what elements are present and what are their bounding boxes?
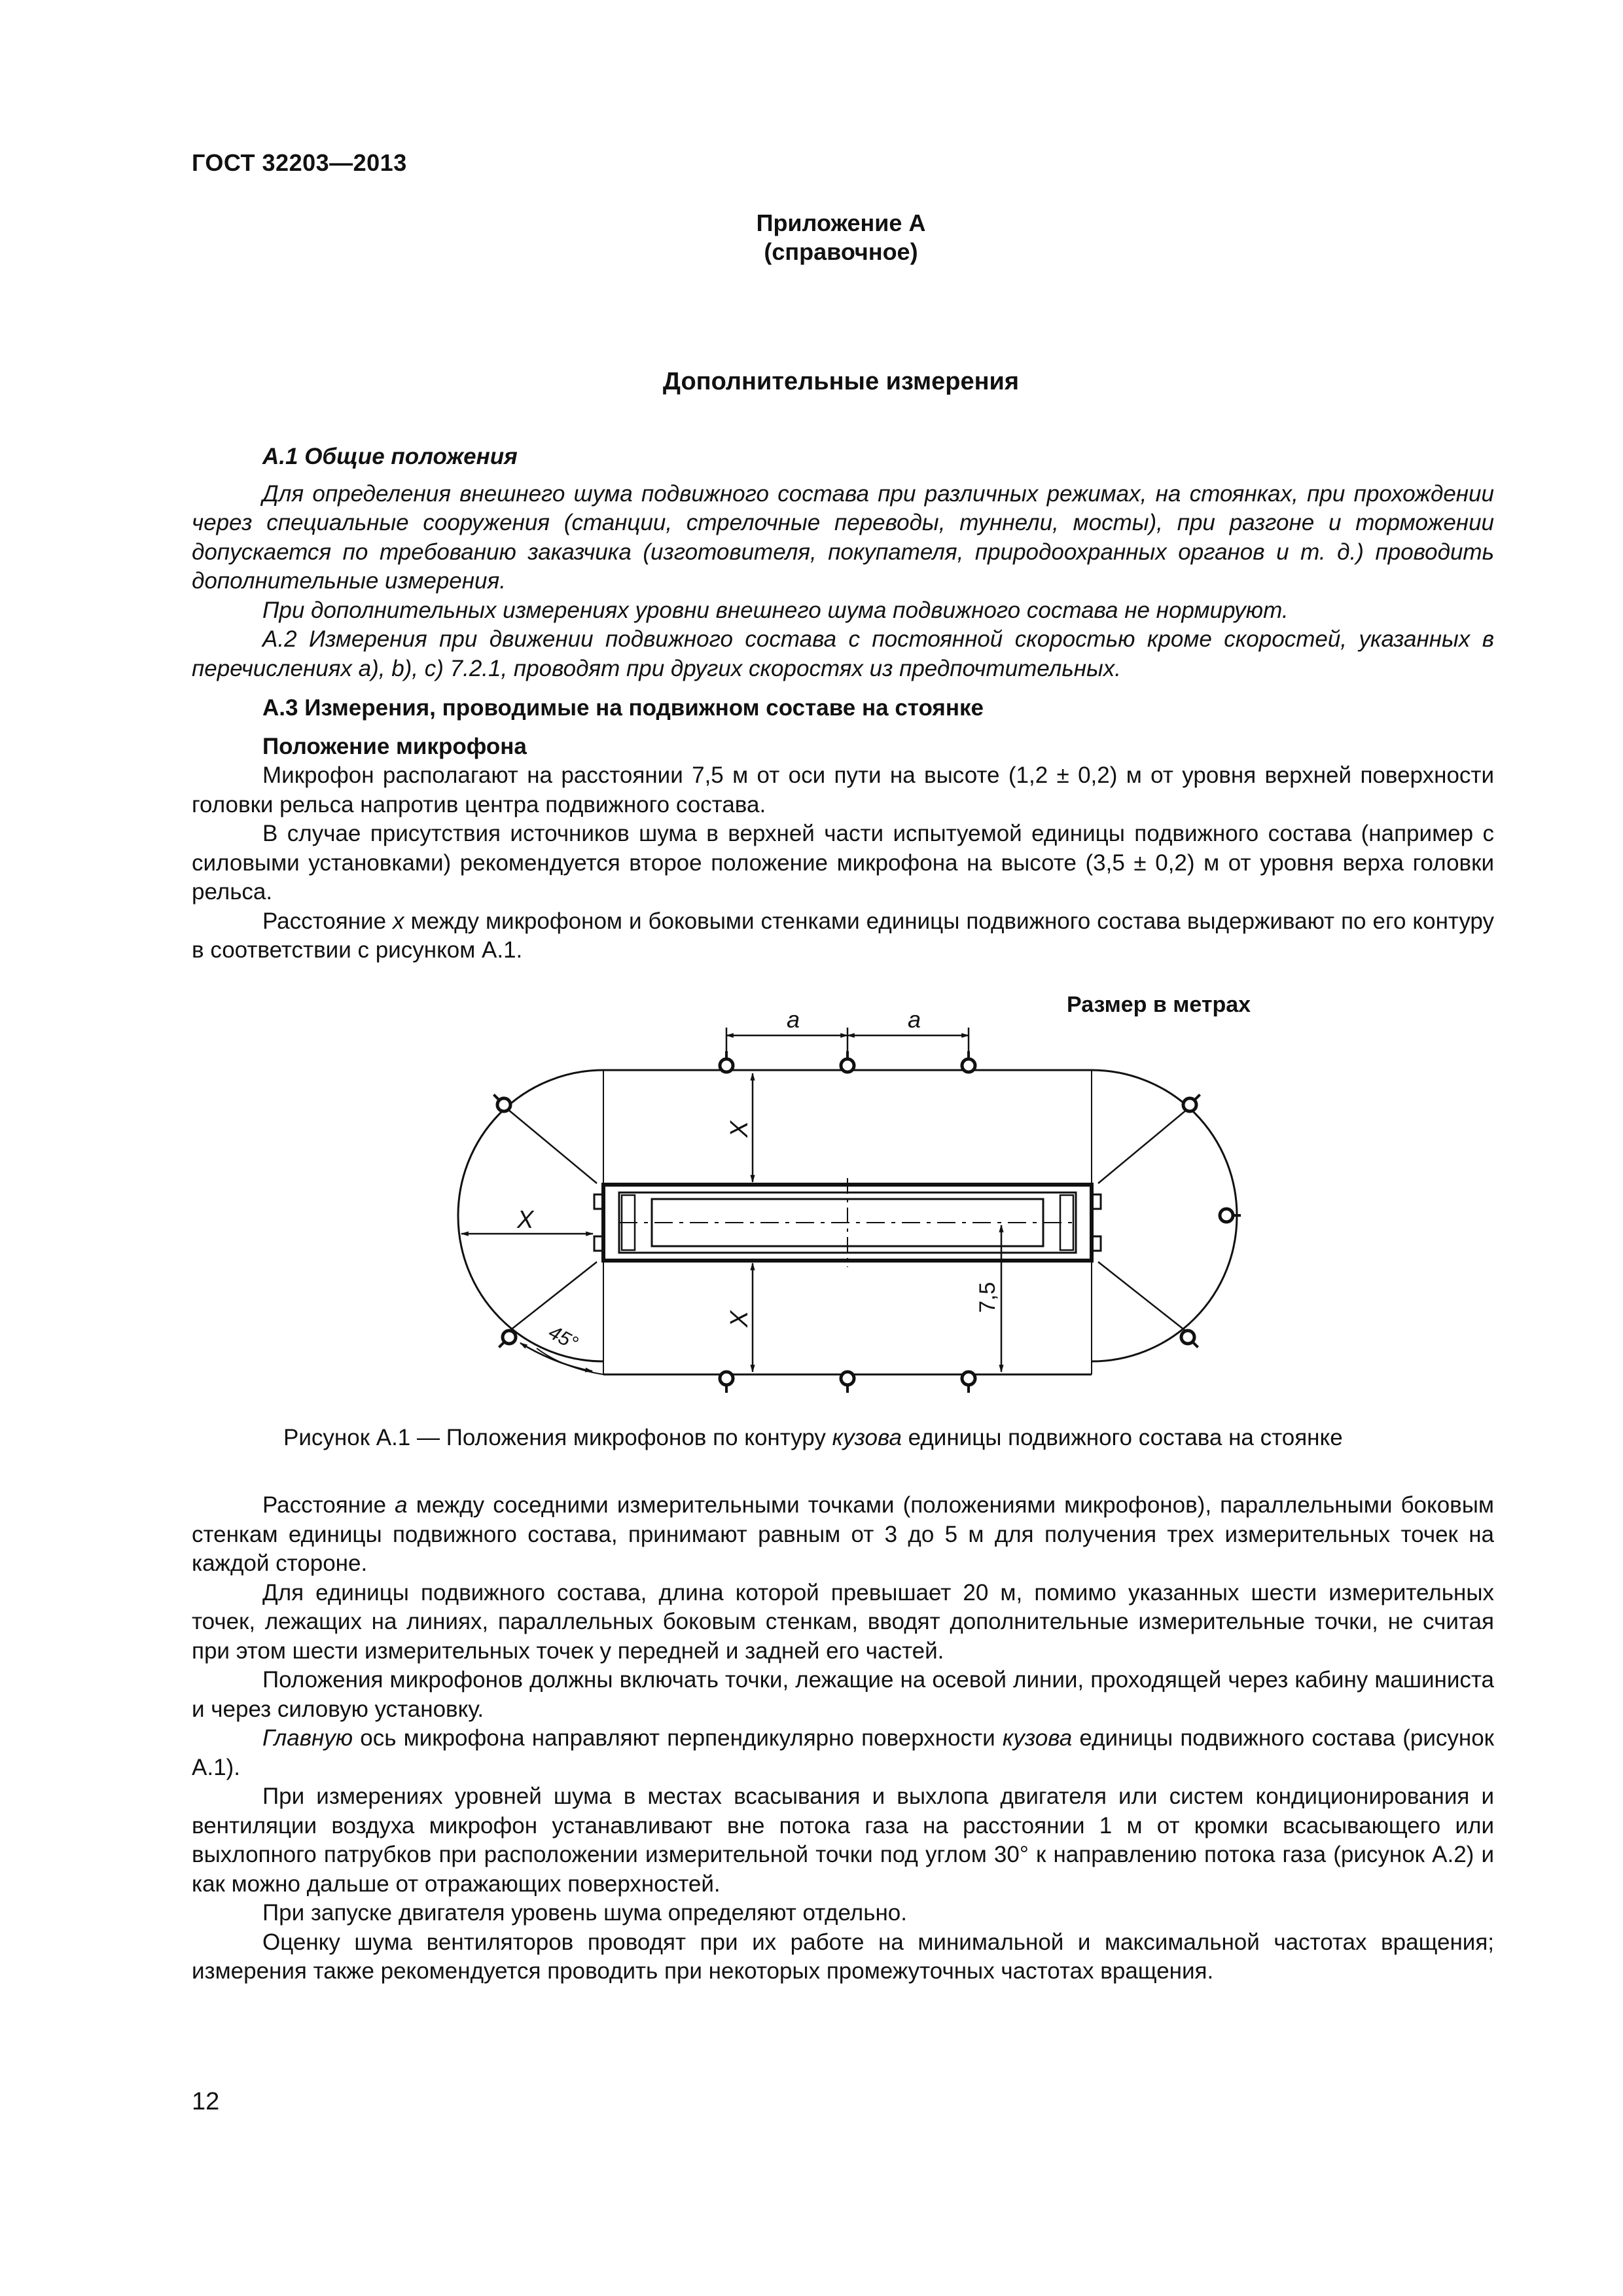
annex-label: Приложение А <box>756 209 926 236</box>
diagonal-bottom-left <box>504 1262 597 1335</box>
paragraph-main-axis <box>192 1724 1494 1782</box>
text-run: ось микрофона направляют перпендикулярно поверхности <box>353 1725 1003 1751</box>
microphone-icon <box>841 1051 854 1072</box>
paragraph-long-vehicle: Для единицы подвижного состава, длина которой превышает 20 м, помимо указанных шести измерительных точек, лежащих на линиях, параллельных боковым стенкам, вводят дополнительные измерительные точки, не считая при этом шести измерительных точек у передней и задней его частей. <box>192 1579 1494 1664</box>
diagonal-bottom-right <box>1098 1262 1191 1335</box>
label-45-degrees: 45° <box>544 1321 582 1355</box>
section-a3-paragraph-2: В случае присутствия источников шума в верхней части испытуемой единицы подвижного состава (например с силовыми установками) рекомендуется второе положение микрофона на высоте (3,5 ± 0,2) м от уровня верха головки рельса. <box>192 821 1494 905</box>
text-run: Расстояние <box>262 1492 395 1518</box>
variable-a: а <box>395 1492 408 1518</box>
label-7-5: 7,5 <box>975 1282 1000 1313</box>
section-a1 <box>192 442 1494 965</box>
variable-x: x <box>393 908 404 934</box>
text-run: Рисунок А.1 — Положения микрофонов по контуру <box>283 1425 832 1450</box>
text-run: между микрофоном и боковыми стенками единицы подвижного состава выдерживают по его контуру в соответствии с рисунком А.1. <box>192 908 1494 963</box>
microphone-icon <box>962 1051 975 1072</box>
text-run: кузова <box>832 1425 902 1450</box>
section-a2-paragraph: А.2 Измерения при движении подвижного состава с постоянной скоростью кроме скоростей, указанных в перечислениях а), b), с) 7.2.1, проводят при других скоростях из предпочтительных. <box>192 626 1494 681</box>
microphone-icon <box>720 1051 733 1072</box>
section-a1-paragraph-2: При дополнительных измерениях уровни внешнего шума подвижного состава не нормируют. <box>262 597 1289 623</box>
contour-right-arc <box>1092 1070 1237 1361</box>
section-a1-paragraph-1: Для определения внешнего шума подвижного состава при различных режимах, на стоянках, при прохождении через специальные сооружения (станции, стрелочные переводы, туннели, мосты), при разгоне и торможении допускается по требованию заказчика (изготовителя, покупателя, природоохранных органов и т. д.) проводить дополнительные измерения. <box>192 480 1494 594</box>
text-run: Расстояние <box>262 908 393 934</box>
microphone-icon <box>494 1328 518 1352</box>
text-run: Главную <box>262 1725 353 1751</box>
section-a1-heading: А.1 Общие положения <box>262 444 518 469</box>
vehicle-body <box>594 1178 1101 1267</box>
figure-labels <box>516 1006 1000 1354</box>
microphone-position-heading: Положение микрофона <box>262 733 527 759</box>
figure-a1-diagram <box>0 982 1623 1407</box>
label-a-right: a <box>908 1006 921 1033</box>
microphone-icon <box>841 1372 854 1393</box>
text-run: кузова <box>1002 1725 1073 1751</box>
label-x-bottom: X <box>726 1310 753 1327</box>
microphone-icon <box>1181 1090 1205 1114</box>
document-code: ГОСТ 32203—2013 <box>192 149 407 176</box>
diagonal-top-left <box>504 1106 597 1183</box>
text-run: единицы подвижного состава (рисунок А.1). <box>192 1725 1494 1780</box>
diagonal-top-right <box>1098 1106 1191 1183</box>
annex-type: (справочное) <box>764 238 918 265</box>
section-a3-paragraph-1: Микрофон располагают на расстоянии 7,5 м от оси пути на высоте (1,2 ± 0,2) м от уровня верхней поверхности головки рельса напротив центра подвижного состава. <box>192 762 1494 817</box>
section-a3-paragraph-3 <box>192 907 1494 965</box>
body-after-figure <box>192 1491 1494 1986</box>
label-x-left: X <box>517 1206 534 1234</box>
page-title: Дополнительные измерения <box>662 368 1020 395</box>
dim-45-arc <box>520 1343 592 1371</box>
text-run: между соседними измерительными точками (положениями микрофонов), параллельными боковым стенкам единицы подвижного состава, принимают равным от 3 до 5 м для получения трех измерительных точек на каждой стороне. <box>192 1492 1494 1576</box>
label-a-left: a <box>787 1006 800 1033</box>
paragraph-intake-exhaust: При измерениях уровней шума в местах всасывания и выхлопа двигателя или систем кондиционирования и вентиляции воздуха микрофон устанавливают вне потока газа на расстоянии 1 м от кромки всасывающего или выхлопного патрубков при расположении измерительной точки под углом 30° к направлению потока газа (рисунок А.2) и как можно дальше от отражающих поверхностей. <box>192 1784 1494 1897</box>
paragraph-spacing-a <box>192 1491 1494 1579</box>
microphone-icon <box>720 1372 733 1393</box>
section-a3-heading: А.3 Измерения, проводимые на подвижном составе на стоянке <box>262 695 984 721</box>
paragraph-fans: Оценку шума вентиляторов проводят при их работе на минимальной и максимальной частотах вращения; измерения также рекомендуется проводить при некоторых промежуточных частотах вращения. <box>192 1929 1494 1984</box>
figure-caption <box>283 1425 1343 1451</box>
microphone-icon <box>962 1372 975 1393</box>
paragraph-centerline: Положения микрофонов должны включать точки, лежащие на осевой линии, проходящей через кабину машиниста и через силовую установку. <box>192 1667 1494 1722</box>
microphone-icon <box>1179 1328 1203 1352</box>
figure-unit-note: Размер в метрах <box>1067 992 1251 1017</box>
paragraph-engine-start: При запуске двигателя уровень шума определяют отдельно. <box>262 1900 907 1926</box>
microphone-icon <box>489 1090 513 1114</box>
text-run: единицы подвижного состава на стоянке <box>901 1425 1343 1450</box>
label-x-top: X <box>726 1121 753 1138</box>
page-number: 12 <box>192 2088 220 2115</box>
